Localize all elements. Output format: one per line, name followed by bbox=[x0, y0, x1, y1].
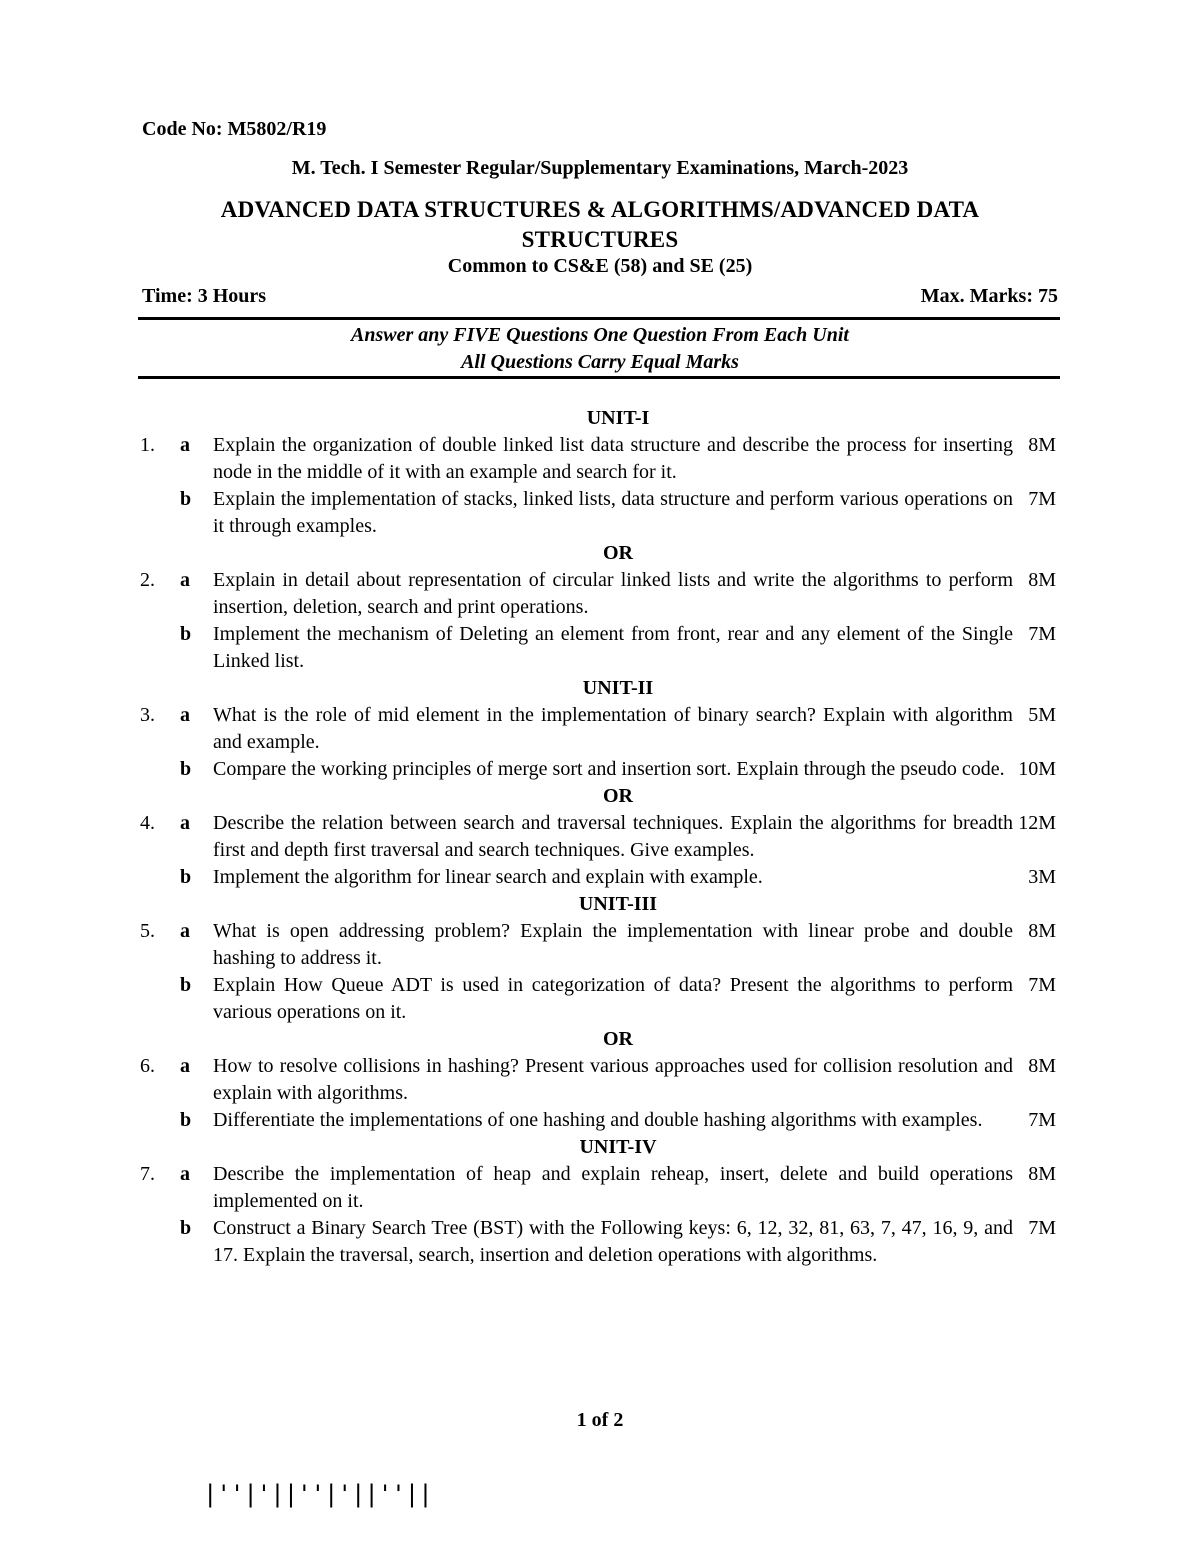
question-row bbox=[0, 1215, 1200, 1269]
question-text: What is open addressing problem? Explain the implementation with linear probe and double hashing to address it. bbox=[213, 920, 1013, 969]
question-row bbox=[0, 702, 1200, 756]
question-text: Describe the relation between search and traversal techniques. Explain the algorithms for breadth first and depth first traversal and search techniques. Give examples. bbox=[213, 812, 1013, 861]
part-label: a bbox=[180, 812, 190, 834]
question-text: Construct a Binary Search Tree (BST) with the Following keys: 6, 12, 32, 81, 63, 7, 47, 16, 9, and 17. Explain the traversal, search, insertion and deletion operations with algorithms. bbox=[213, 1217, 1013, 1266]
question-marks: 8M bbox=[1028, 1055, 1056, 1077]
question-marks: 3M bbox=[1028, 866, 1056, 888]
unit-heading: UNIT-III bbox=[578, 893, 658, 915]
part-label: a bbox=[180, 1163, 190, 1185]
bottom-divider bbox=[138, 376, 1060, 379]
question-row bbox=[0, 918, 1200, 972]
question-marks: 7M bbox=[1028, 488, 1056, 510]
question-marks: 7M bbox=[1028, 1217, 1056, 1239]
barcode: |''|'||''|'||''|| bbox=[203, 1480, 432, 1508]
question-marks: 8M bbox=[1028, 569, 1056, 591]
common-to-label: Common to CS&E (58) and SE (25) bbox=[447, 255, 753, 277]
part-label: a bbox=[180, 704, 190, 726]
question-text: Compare the working principles of merge sort and insertion sort. Explain through the pseudo code. bbox=[213, 758, 1005, 780]
question-text: Describe the implementation of heap and explain reheap, insert, delete and build operations implemented on it. bbox=[213, 1163, 1013, 1212]
subject-title bbox=[0, 195, 1200, 255]
part-label: b bbox=[180, 1217, 192, 1239]
question-text: Differentiate the implementations of one hashing and double hashing algorithms with examples. bbox=[213, 1109, 983, 1131]
question-marks: 8M bbox=[1028, 1163, 1056, 1185]
part-label: a bbox=[180, 1055, 190, 1077]
question-number: 3. bbox=[140, 704, 155, 726]
question-text: Implement the mechanism of Deleting an element from front, rear and any element of the Single Linked list. bbox=[213, 623, 1013, 672]
question-marks: 8M bbox=[1028, 920, 1056, 942]
question-text: How to resolve collisions in hashing? Present various approaches used for collision resolution and explain with algorithms. bbox=[213, 1055, 1013, 1104]
time-label: Time: 3 Hours bbox=[142, 285, 267, 307]
page-number: 1 of 2 bbox=[576, 1409, 624, 1431]
question-row bbox=[0, 972, 1200, 1026]
top-divider bbox=[138, 317, 1060, 320]
part-label: b bbox=[180, 623, 192, 645]
question-text: Explain How Queue ADT is used in categorization of data? Present the algorithms to perform various operations on it. bbox=[213, 974, 1013, 1023]
question-text: What is the role of mid element in the implementation of binary search? Explain with algorithm and example. bbox=[213, 704, 1013, 753]
question-text: Explain in detail about representation of circular linked lists and write the algorithms to perform insertion, deletion, search and print operations. bbox=[213, 569, 1013, 618]
question-row bbox=[0, 432, 1200, 486]
question-row bbox=[0, 486, 1200, 540]
question-marks: 7M bbox=[1028, 623, 1056, 645]
unit-heading: UNIT-IV bbox=[579, 1136, 657, 1158]
instruction-line2: All Questions Carry Equal Marks bbox=[461, 351, 739, 373]
instruction-line1: Answer any FIVE Questions One Question From Each Unit bbox=[351, 324, 849, 346]
part-label: b bbox=[180, 866, 192, 888]
question-number: 4. bbox=[140, 812, 155, 834]
part-label: a bbox=[180, 920, 190, 942]
question-text: Explain the implementation of stacks, linked lists, data structure and perform various operations on it through examples. bbox=[213, 488, 1013, 537]
question-number: 1. bbox=[140, 434, 155, 456]
question-marks: 5M bbox=[1028, 704, 1056, 726]
question-row bbox=[0, 1161, 1200, 1215]
question-row bbox=[0, 621, 1200, 675]
part-label: a bbox=[180, 434, 190, 456]
question-row bbox=[0, 756, 1200, 783]
subject-title-line1: ADVANCED DATA STRUCTURES & ALGORITHMS/ADVANCED DATA bbox=[220, 197, 980, 222]
question-text: Explain the organization of double linked list data structure and describe the process for inserting node in the middle of it with an example and search for it. bbox=[213, 434, 1013, 483]
instructions bbox=[0, 322, 1200, 376]
max-marks-label: Max. Marks: 75 bbox=[920, 285, 1058, 307]
exam-title: M. Tech. I Semester Regular/Supplementary Examinations, March-2023 bbox=[291, 157, 909, 179]
part-label: b bbox=[180, 488, 192, 510]
question-number: 2. bbox=[140, 569, 155, 591]
question-row bbox=[0, 810, 1200, 864]
subject-title-line2: STRUCTURES bbox=[521, 227, 679, 252]
part-label: b bbox=[180, 1109, 192, 1131]
code-number: Code No: M5802/R19 bbox=[142, 118, 327, 140]
question-text: Implement the algorithm for linear search and explain with example. bbox=[213, 866, 763, 888]
question-marks: 12M bbox=[1018, 812, 1056, 834]
part-label: b bbox=[180, 758, 192, 780]
part-label: b bbox=[180, 974, 192, 996]
or-separator: OR bbox=[603, 1028, 633, 1050]
part-label: a bbox=[180, 569, 190, 591]
question-number: 6. bbox=[140, 1055, 155, 1077]
question-number: 5. bbox=[140, 920, 155, 942]
question-marks: 7M bbox=[1028, 1109, 1056, 1131]
question-row bbox=[0, 567, 1200, 621]
question-row bbox=[0, 1053, 1200, 1107]
unit-heading: UNIT-I bbox=[586, 407, 650, 429]
or-separator: OR bbox=[603, 785, 633, 807]
unit-heading: UNIT-II bbox=[582, 677, 654, 699]
question-marks: 7M bbox=[1028, 974, 1056, 996]
question-row bbox=[0, 1107, 1200, 1134]
questions-area bbox=[0, 405, 1200, 1269]
question-marks: 8M bbox=[1028, 434, 1056, 456]
question-number: 7. bbox=[140, 1163, 155, 1185]
question-marks: 10M bbox=[1018, 758, 1056, 780]
question-row bbox=[0, 864, 1200, 891]
or-separator: OR bbox=[603, 542, 633, 564]
